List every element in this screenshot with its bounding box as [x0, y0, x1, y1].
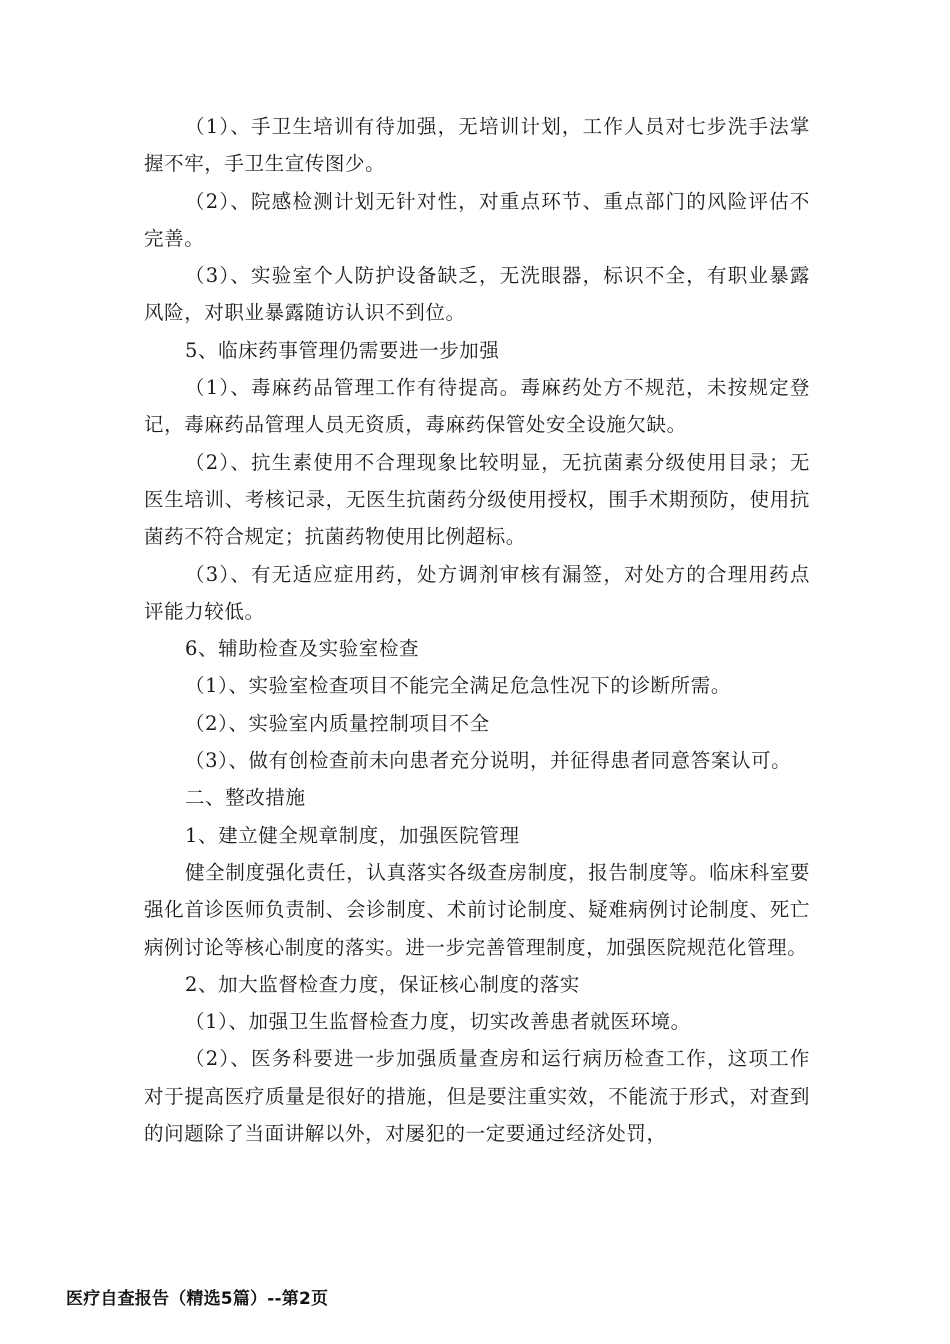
chapter-heading: 二、整改措施 — [185, 786, 306, 810]
paragraph: （3）、实验室个人防护设备缺乏，无洗眼器，标识不全，有职业暴露风险，对职业暴露随访认识不到位。 — [144, 264, 810, 325]
page-footer: 医疗自查报告（精选5篇）--第2页 — [66, 1289, 329, 1309]
section-heading: 2、加大监督检查力度，保证核心制度的落实 — [185, 972, 580, 996]
section-heading: 5、临床药事管理仍需要进一步加强 — [185, 338, 500, 362]
paragraph: （1）、实验室检查项目不能完全满足危急性况下的诊断所需。 — [185, 674, 731, 698]
section-heading: 6、辅助检查及实验室检查 — [185, 637, 420, 661]
paragraph: （2）、实验室内质量控制项目不全 — [185, 711, 490, 735]
section-heading: 1、建立健全规章制度，加强医院管理 — [185, 823, 520, 847]
paragraph: （2）、院感检测计划无针对性，对重点环节、重点部门的风险评估不完善。 — [144, 189, 810, 250]
paragraph: （1）、毒麻药品管理工作有待提高。毒麻药处方不规范，未按规定登记，毒麻药品管理人员无资质，毒麻药保管处安全设施欠缺。 — [144, 376, 810, 437]
document-body — [144, 108, 810, 1152]
paragraph: （3）、有无适应症用药，处方调剂审核有漏签，对处方的合理用药点评能力较低。 — [144, 562, 810, 623]
paragraph: （2）、抗生素使用不合理现象比较明显，无抗菌素分级使用目录；无医生培训、考核记录，无医生抗菌药分级使用授权，围手术期预防，使用抗菌药不符合规定；抗菌药物使用比例超标。 — [144, 450, 810, 549]
paragraph: （3）、做有创检查前未向患者充分说明，并征得患者同意答案认可。 — [185, 749, 792, 773]
paragraph: （1）、手卫生培训有待加强，无培训计划，工作人员对七步洗手法掌握不牢，手卫生宣传图少。 — [144, 115, 810, 176]
paragraph: （1）、加强卫生监督检查力度，切实改善患者就医环境。 — [185, 1010, 691, 1034]
paragraph: 健全制度强化责任，认真落实各级查房制度，报告制度等。临床科室要强化首诊医师负责制、会诊制度、术前讨论制度、疑难病例讨论制度、死亡病例讨论等核心制度的落实。进一步完善管理制度，加强医院规范化管理。 — [144, 860, 810, 959]
paragraph: （2）、医务科要进一步加强质量查房和运行病历检查工作，这项工作对于提高医疗质量是很好的措施，但是要注重实效，不能流于形式，对查到的问题除了当面讲解以外，对屡犯的一定要通过经济处罚， — [144, 1047, 810, 1146]
